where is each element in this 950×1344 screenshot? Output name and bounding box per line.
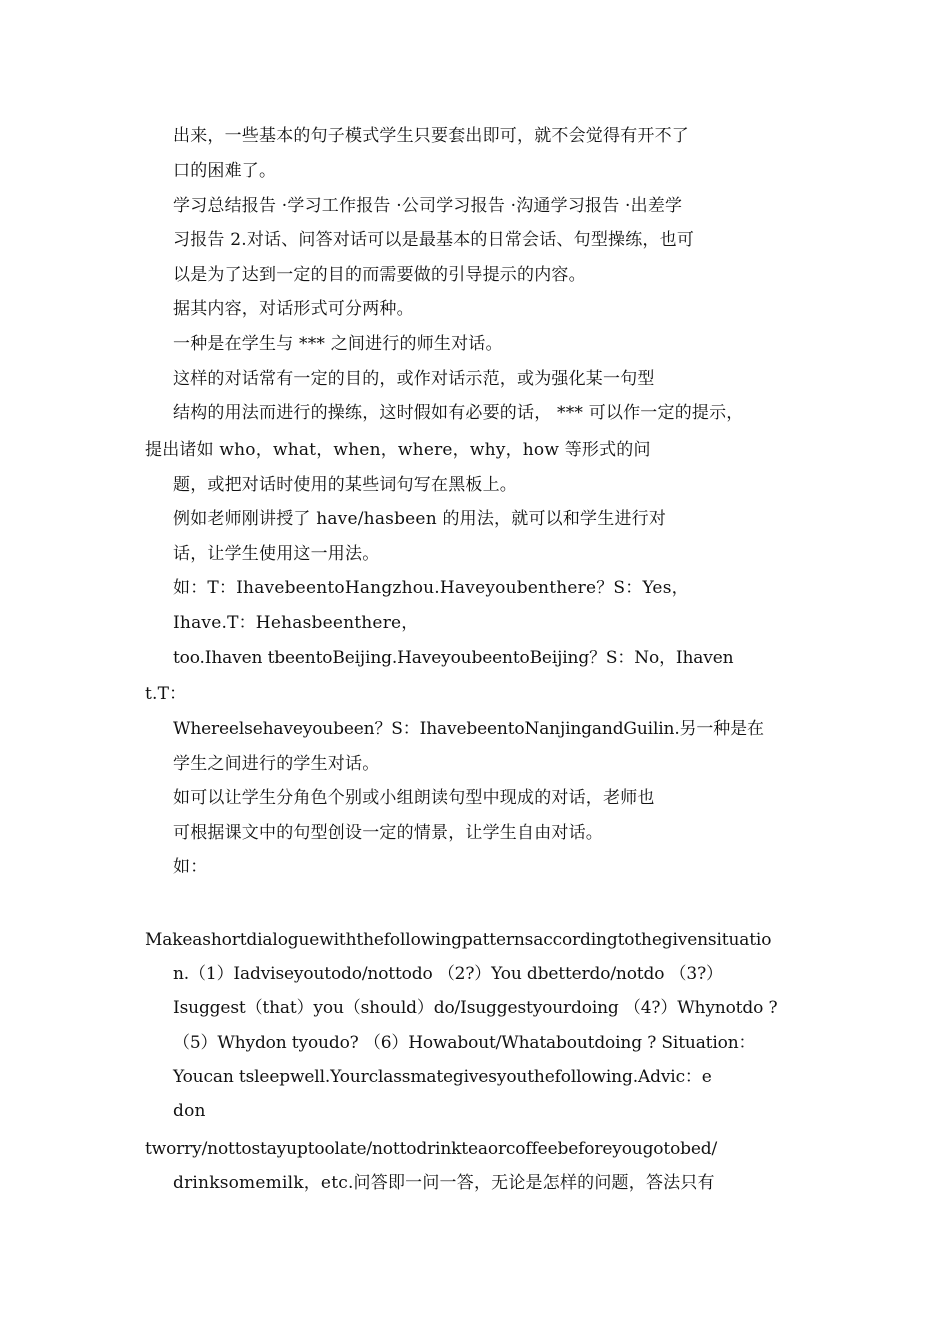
- text-line: 学习总结报告 ·学习工作报告 ·公司学习报告 ·沟通学习报告 ·出差学: [173, 196, 683, 216]
- text-line: 提出诸如 who，what，when，where，why，how 等形式的问: [145, 440, 651, 460]
- text-line: 这样的对话常有一定的目的，或作对话示范，或为强化某一句型: [173, 369, 655, 389]
- text-line: 习报告 2.对话、问答对话可以是最基本的日常会话、句型操练，也可: [173, 230, 695, 250]
- text-line: （5）Whydon tyoudo? （6）Howabout/Whataboutdoing ? Situation：: [173, 1033, 756, 1053]
- text-line: Ihave.T：Hehasbeenthere，: [173, 613, 419, 633]
- text-line: drinksomemilk，etc.问答即一问一答，无论是怎样的问题，答法只有: [173, 1173, 715, 1193]
- text-line: 以是为了达到一定的目的而需要做的引导提示的内容。: [173, 265, 586, 285]
- text-line: 结构的用法而进行的操练，这时假如有必要的话， *** 可以作一定的提示，: [173, 403, 744, 423]
- text-line: 学生之间进行的学生对话。: [173, 754, 380, 774]
- text-line: Isuggest（that）you（should）do/Isuggestyourdoing （4?）Whynotdo ?: [173, 998, 778, 1018]
- text-line: t.T：: [145, 684, 187, 704]
- text-line: Makeashortdialoguewiththefollowingpatternsaccordingtothegivensituatio: [145, 930, 772, 950]
- text-line: 可根据课文中的句型创设一定的情景，让学生自由对话。: [173, 823, 603, 843]
- text-line: 如：T：IhavebeentoHangzhou.Haveyoubenthere？S：Yes，: [173, 578, 689, 598]
- text-line: n.（1）Iadviseyoutodo/nottodo （2?）You dbetterdo/notdo （3?）: [173, 964, 723, 984]
- text-line: tworry/nottostayuptoolate/nottodrinkteaorcoffeebeforeyougotobed/: [145, 1139, 718, 1159]
- text-line: 一种是在学生与 *** 之间进行的师生对话。: [173, 334, 503, 354]
- text-line: 口的困难了。: [173, 161, 277, 181]
- text-line: Whereelsehaveyoubeen？S：IhavebeentoNanjingandGuilin.另一种是在: [173, 719, 764, 739]
- text-line: 例如老师刚讲授了 have/hasbeen 的用法，就可以和学生进行对: [173, 509, 667, 529]
- text-line: Youcan tsleepwell.Yourclassmategivesyouthefollowing.Advic：e: [173, 1067, 712, 1087]
- text-line: 如可以让学生分角色个别或小组朗读句型中现成的对话，老师也: [173, 788, 655, 808]
- text-line: don: [173, 1101, 206, 1121]
- text-line: 如：: [173, 857, 208, 877]
- text-line: 题，或把对话时使用的某些词句写在黑板上。: [173, 475, 517, 495]
- text-line: 话，让学生使用这一用法。: [173, 544, 380, 564]
- text-line: 出来，一些基本的句子模式学生只要套出即可，就不会觉得有开不了: [173, 126, 689, 146]
- text-line: too.Ihaven tbeentoBeijing.HaveyoubeentoBeijing？S：No，Ihaven: [173, 648, 734, 668]
- text-line: 据其内容，对话形式可分两种。: [173, 299, 414, 319]
